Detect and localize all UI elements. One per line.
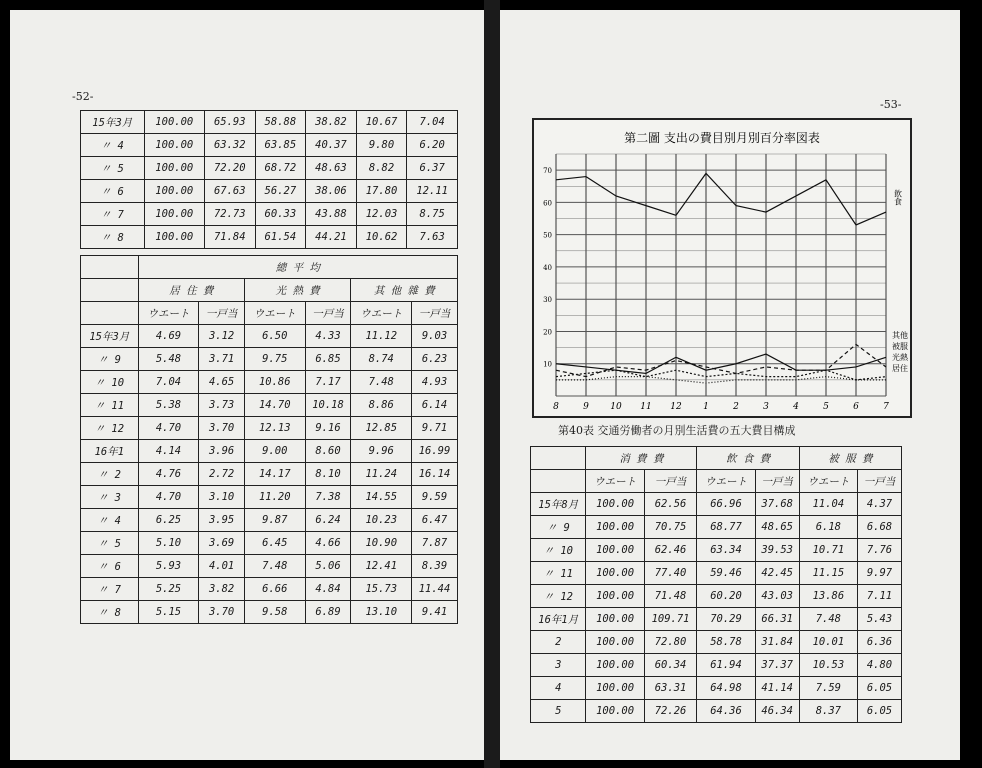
series-label: 飲食 xyxy=(893,189,903,206)
sub-header: ウエート xyxy=(697,470,755,493)
row-label: 〃 9 xyxy=(81,348,139,371)
table-cell: 16.99 xyxy=(412,440,458,463)
sub-header: ウエート xyxy=(138,302,199,325)
table-cell: 62.56 xyxy=(644,493,697,516)
table-cell: 13.86 xyxy=(799,585,857,608)
table-cell: 70.75 xyxy=(644,516,697,539)
table-cell: 100.00 xyxy=(586,631,644,654)
table-cell: 9.87 xyxy=(245,509,306,532)
table-cell: 12.11 xyxy=(407,180,458,203)
table-cell: 6.47 xyxy=(412,509,458,532)
right-page xyxy=(500,10,960,760)
table-cell: 100.00 xyxy=(586,585,644,608)
row-label: 16年1月 xyxy=(531,608,586,631)
table-cell: 6.14 xyxy=(412,394,458,417)
table-cell: 10.23 xyxy=(351,509,412,532)
table-cell: 37.37 xyxy=(755,654,799,677)
table-cell: 6.50 xyxy=(245,325,306,348)
table-cell: 5.10 xyxy=(138,532,199,555)
y-tick-label: 30 xyxy=(543,296,552,305)
table-cell: 63.85 xyxy=(255,134,306,157)
table-row xyxy=(81,134,458,157)
row-label: 〃 5 xyxy=(81,157,145,180)
series-label: 居住 xyxy=(892,363,908,373)
table-cell: 14.55 xyxy=(351,486,412,509)
table-cell: 4.37 xyxy=(857,493,901,516)
table-row xyxy=(81,226,458,249)
table-cell: 71.84 xyxy=(204,226,255,249)
table-cell: 46.34 xyxy=(755,700,799,723)
table-cell: 3.73 xyxy=(199,394,245,417)
table-cell: 59.46 xyxy=(697,562,755,585)
table-cell: 64.98 xyxy=(697,677,755,700)
right-main-table xyxy=(530,446,902,723)
table-cell: 60.20 xyxy=(697,585,755,608)
table-cell: 4.70 xyxy=(138,486,199,509)
table-cell: 60.33 xyxy=(255,203,306,226)
table-cell: 37.68 xyxy=(755,493,799,516)
table-cell: 66.96 xyxy=(697,493,755,516)
table-cell: 6.85 xyxy=(305,348,351,371)
row-label: 〃 10 xyxy=(81,371,139,394)
table-cell: 3.70 xyxy=(199,417,245,440)
table-cell: 10.71 xyxy=(799,539,857,562)
row-label: 〃 12 xyxy=(531,585,586,608)
table-cell: 9.71 xyxy=(412,417,458,440)
table-cell: 2.72 xyxy=(199,463,245,486)
table-title: 第40表 交通労働者の月別生活費の五大費目構成 xyxy=(558,424,796,437)
table-cell: 7.04 xyxy=(407,111,458,134)
table-cell: 7.63 xyxy=(407,226,458,249)
table-row xyxy=(81,601,458,624)
table-cell: 7.48 xyxy=(351,371,412,394)
table-row xyxy=(81,348,458,371)
series-line-0 xyxy=(556,173,886,225)
x-tick-label: 1 xyxy=(703,402,709,412)
row-label: 〃 4 xyxy=(81,509,139,532)
table-cell: 7.87 xyxy=(412,532,458,555)
table-cell: 4.93 xyxy=(412,371,458,394)
row-label: 〃 8 xyxy=(81,601,139,624)
table-cell: 8.75 xyxy=(407,203,458,226)
table-row xyxy=(81,394,458,417)
table-cell: 9.97 xyxy=(857,562,901,585)
sub-header: 一戸当 xyxy=(857,470,901,493)
table-cell: 10.67 xyxy=(356,111,407,134)
table-cell: 12.13 xyxy=(245,417,306,440)
sub-header: ウエート xyxy=(586,470,644,493)
row-label: 5 xyxy=(531,700,586,723)
row-label: 〃 11 xyxy=(81,394,139,417)
table-cell: 10.62 xyxy=(356,226,407,249)
table-cell: 10.86 xyxy=(245,371,306,394)
table-cell: 100.00 xyxy=(586,562,644,585)
table-row xyxy=(531,539,902,562)
table-cell: 11.24 xyxy=(351,463,412,486)
series-label: 被服 xyxy=(892,341,908,351)
table-cell: 72.26 xyxy=(644,700,697,723)
table-cell: 58.78 xyxy=(697,631,755,654)
page-number-right: -53- xyxy=(880,98,902,111)
table-row xyxy=(81,509,458,532)
x-tick-label: 9 xyxy=(583,402,589,412)
table-cell: 6.89 xyxy=(305,601,351,624)
table-cell: 100.00 xyxy=(144,203,204,226)
table-cell: 6.18 xyxy=(799,516,857,539)
table-cell: 6.25 xyxy=(138,509,199,532)
y-tick-label: 70 xyxy=(543,167,552,176)
left-page xyxy=(10,10,484,760)
row-label: 〃 12 xyxy=(81,417,139,440)
x-tick-label: 5 xyxy=(823,402,829,412)
book-spine xyxy=(484,0,500,768)
series-line-3 xyxy=(556,370,886,380)
table-cell: 68.72 xyxy=(255,157,306,180)
table-row xyxy=(531,654,902,677)
table-cell: 6.24 xyxy=(305,509,351,532)
page-number-left: -52- xyxy=(72,90,94,103)
table-cell: 64.36 xyxy=(697,700,755,723)
table-cell: 9.75 xyxy=(245,348,306,371)
table-cell: 100.00 xyxy=(144,157,204,180)
table-cell: 9.80 xyxy=(356,134,407,157)
line-chart xyxy=(534,120,910,416)
table-cell: 38.82 xyxy=(306,111,357,134)
series-label: 其他 xyxy=(892,330,908,340)
y-tick-label: 40 xyxy=(543,263,552,272)
table-row xyxy=(531,493,902,516)
table-cell: 8.74 xyxy=(351,348,412,371)
y-tick-label: 20 xyxy=(543,328,552,337)
table-cell: 9.41 xyxy=(412,601,458,624)
table-cell: 10.90 xyxy=(351,532,412,555)
table-cell: 65.93 xyxy=(204,111,255,134)
table-cell: 100.00 xyxy=(586,608,644,631)
table-cell: 4.70 xyxy=(138,417,199,440)
table-cell: 6.45 xyxy=(245,532,306,555)
header-corner xyxy=(531,447,586,470)
row-label: 〃 10 xyxy=(531,539,586,562)
table-cell: 12.85 xyxy=(351,417,412,440)
table-cell: 8.82 xyxy=(356,157,407,180)
sub-header: ウエート xyxy=(245,302,306,325)
table-cell: 71.48 xyxy=(644,585,697,608)
table-cell: 9.03 xyxy=(412,325,458,348)
table-cell: 100.00 xyxy=(144,111,204,134)
x-tick-label: 6 xyxy=(853,402,859,412)
y-tick-label: 10 xyxy=(543,360,552,369)
table-cell: 100.00 xyxy=(586,654,644,677)
table-row xyxy=(531,562,902,585)
table-cell: 5.06 xyxy=(305,555,351,578)
table-cell: 11.20 xyxy=(245,486,306,509)
table-cell: 39.53 xyxy=(755,539,799,562)
table-row xyxy=(81,111,458,134)
table-cell: 70.29 xyxy=(697,608,755,631)
row-label: 15年3月 xyxy=(81,111,145,134)
table-cell: 17.80 xyxy=(356,180,407,203)
table-cell: 63.31 xyxy=(644,677,697,700)
sub-header-row xyxy=(531,470,902,493)
header-corner xyxy=(81,302,139,325)
table-cell: 6.23 xyxy=(412,348,458,371)
table-row xyxy=(81,325,458,348)
row-label: 〃 7 xyxy=(81,203,145,226)
section-title: 總 平 均 xyxy=(138,256,457,279)
table-cell: 12.03 xyxy=(356,203,407,226)
table-cell: 48.63 xyxy=(306,157,357,180)
table-cell: 9.96 xyxy=(351,440,412,463)
chart-frame xyxy=(532,118,912,418)
y-tick-label: 50 xyxy=(543,231,552,240)
table-cell: 58.88 xyxy=(255,111,306,134)
table-row xyxy=(531,677,902,700)
table-cell: 100.00 xyxy=(144,226,204,249)
table-cell: 6.20 xyxy=(407,134,458,157)
table-cell: 7.48 xyxy=(245,555,306,578)
table-cell: 10.01 xyxy=(799,631,857,654)
table-cell: 38.06 xyxy=(306,180,357,203)
table-cell: 63.34 xyxy=(697,539,755,562)
group-header-row xyxy=(81,279,458,302)
table-cell: 11.44 xyxy=(412,578,458,601)
table-cell: 3.82 xyxy=(199,578,245,601)
table-cell: 6.66 xyxy=(245,578,306,601)
sub-header: ウエート xyxy=(799,470,857,493)
table-cell: 6.05 xyxy=(857,677,901,700)
table-cell: 6.05 xyxy=(857,700,901,723)
group-header: 消 費 費 xyxy=(586,447,697,470)
row-label: 〃 7 xyxy=(81,578,139,601)
chart-title: 第二圖 支出の費目別月別百分率図表 xyxy=(624,131,820,145)
x-tick-label: 3 xyxy=(763,402,769,412)
table-cell: 62.46 xyxy=(644,539,697,562)
table-cell: 41.14 xyxy=(755,677,799,700)
table-row xyxy=(81,180,458,203)
table-row xyxy=(531,585,902,608)
table-cell: 11.15 xyxy=(799,562,857,585)
x-tick-label: 8 xyxy=(553,402,559,412)
row-label: 2 xyxy=(531,631,586,654)
table-cell: 100.00 xyxy=(144,180,204,203)
sub-header: 一戸当 xyxy=(305,302,351,325)
row-label: 〃 9 xyxy=(531,516,586,539)
sub-header: 一戸当 xyxy=(199,302,245,325)
table-cell: 4.69 xyxy=(138,325,199,348)
table-row xyxy=(531,631,902,654)
x-tick-label: 7 xyxy=(883,402,889,412)
table-cell: 4.66 xyxy=(305,532,351,555)
series-label: 光熱 xyxy=(892,352,908,362)
table-cell: 10.18 xyxy=(305,394,351,417)
left-top-table xyxy=(80,110,458,249)
table-cell: 7.76 xyxy=(857,539,901,562)
table-cell: 8.10 xyxy=(305,463,351,486)
table-cell: 10.53 xyxy=(799,654,857,677)
table-cell: 67.63 xyxy=(204,180,255,203)
table-row xyxy=(531,700,902,723)
table-cell: 43.03 xyxy=(755,585,799,608)
table-cell: 100.00 xyxy=(586,516,644,539)
table-cell: 3.12 xyxy=(199,325,245,348)
table-cell: 4.33 xyxy=(305,325,351,348)
header-corner xyxy=(81,279,139,302)
table-cell: 5.38 xyxy=(138,394,199,417)
table-cell: 5.93 xyxy=(138,555,199,578)
table-cell: 66.31 xyxy=(755,608,799,631)
table-cell: 7.38 xyxy=(305,486,351,509)
table-cell: 109.71 xyxy=(644,608,697,631)
table-cell: 14.70 xyxy=(245,394,306,417)
table-cell: 48.65 xyxy=(755,516,799,539)
table-cell: 8.39 xyxy=(412,555,458,578)
table-cell: 77.40 xyxy=(644,562,697,585)
table-cell: 15.73 xyxy=(351,578,412,601)
table-cell: 11.04 xyxy=(799,493,857,516)
row-label: 3 xyxy=(531,654,586,677)
table-row xyxy=(81,157,458,180)
x-tick-label: 4 xyxy=(793,402,799,412)
row-label: 〃 6 xyxy=(81,180,145,203)
table-cell: 5.15 xyxy=(138,601,199,624)
x-tick-label: 11 xyxy=(640,402,652,412)
table-cell: 9.58 xyxy=(245,601,306,624)
row-label: 〃 3 xyxy=(81,486,139,509)
table-cell: 8.60 xyxy=(305,440,351,463)
table-cell: 44.21 xyxy=(306,226,357,249)
sub-header-row xyxy=(81,302,458,325)
row-label: 4 xyxy=(531,677,586,700)
group-header: 光 熱 費 xyxy=(245,279,351,302)
row-label: 15年8月 xyxy=(531,493,586,516)
x-tick-label: 2 xyxy=(733,402,739,412)
table-cell: 7.04 xyxy=(138,371,199,394)
sub-header: 一戸当 xyxy=(755,470,799,493)
sub-header: 一戸当 xyxy=(644,470,697,493)
table-cell: 100.00 xyxy=(144,134,204,157)
sub-header: 一戸当 xyxy=(412,302,458,325)
table-cell: 7.17 xyxy=(305,371,351,394)
table-cell: 4.65 xyxy=(199,371,245,394)
table-cell: 11.12 xyxy=(351,325,412,348)
table-row xyxy=(81,463,458,486)
table-cell: 3.10 xyxy=(199,486,245,509)
table-cell: 72.80 xyxy=(644,631,697,654)
table-cell: 4.84 xyxy=(305,578,351,601)
x-tick-label: 10 xyxy=(610,402,622,412)
group-header: 居 住 費 xyxy=(138,279,244,302)
table-row xyxy=(81,532,458,555)
table-row xyxy=(81,486,458,509)
row-label: 16年1 xyxy=(81,440,139,463)
table-row xyxy=(531,516,902,539)
table-cell: 6.37 xyxy=(407,157,458,180)
row-label: 〃 8 xyxy=(81,226,145,249)
group-header: 其 他 雜 費 xyxy=(351,279,458,302)
table-cell: 68.77 xyxy=(697,516,755,539)
table-cell: 5.43 xyxy=(857,608,901,631)
table-row xyxy=(81,417,458,440)
table-cell: 72.73 xyxy=(204,203,255,226)
y-tick-label: 60 xyxy=(543,199,552,208)
row-label: 〃 5 xyxy=(81,532,139,555)
table-row xyxy=(531,608,902,631)
table-cell: 100.00 xyxy=(586,493,644,516)
table-cell: 12.41 xyxy=(351,555,412,578)
table-row xyxy=(81,440,458,463)
table-cell: 3.71 xyxy=(199,348,245,371)
table-cell: 7.59 xyxy=(799,677,857,700)
table-row xyxy=(81,371,458,394)
group-header: 飲 食 費 xyxy=(697,447,799,470)
table-cell: 6.68 xyxy=(857,516,901,539)
header-corner xyxy=(531,470,586,493)
row-label: 〃 6 xyxy=(81,555,139,578)
table-cell: 7.11 xyxy=(857,585,901,608)
table-cell: 7.48 xyxy=(799,608,857,631)
table-cell: 100.00 xyxy=(586,700,644,723)
table-cell: 60.34 xyxy=(644,654,697,677)
table-cell: 9.00 xyxy=(245,440,306,463)
table-cell: 3.70 xyxy=(199,601,245,624)
table-row xyxy=(81,203,458,226)
group-header: 被 服 費 xyxy=(799,447,901,470)
table-cell: 4.80 xyxy=(857,654,901,677)
table-cell: 56.27 xyxy=(255,180,306,203)
table-cell: 16.14 xyxy=(412,463,458,486)
table-cell: 43.88 xyxy=(306,203,357,226)
table-cell: 31.84 xyxy=(755,631,799,654)
table-cell: 100.00 xyxy=(586,539,644,562)
x-tick-label: 12 xyxy=(670,402,682,412)
table-cell: 5.25 xyxy=(138,578,199,601)
table-cell: 5.48 xyxy=(138,348,199,371)
table-cell: 4.14 xyxy=(138,440,199,463)
table-cell: 14.17 xyxy=(245,463,306,486)
section-title-row xyxy=(81,256,458,279)
row-label: 〃 4 xyxy=(81,134,145,157)
table-cell: 3.95 xyxy=(199,509,245,532)
table-cell: 9.59 xyxy=(412,486,458,509)
table-cell: 72.20 xyxy=(204,157,255,180)
table-cell: 100.00 xyxy=(586,677,644,700)
table-cell: 61.94 xyxy=(697,654,755,677)
table-cell: 40.37 xyxy=(306,134,357,157)
sub-header: ウエート xyxy=(351,302,412,325)
table-cell: 4.01 xyxy=(199,555,245,578)
table-cell: 13.10 xyxy=(351,601,412,624)
table-row xyxy=(81,578,458,601)
table-cell: 8.86 xyxy=(351,394,412,417)
table-cell: 8.37 xyxy=(799,700,857,723)
table-cell: 42.45 xyxy=(755,562,799,585)
table-row xyxy=(81,555,458,578)
table-cell: 4.76 xyxy=(138,463,199,486)
table-cell: 63.32 xyxy=(204,134,255,157)
table-cell: 61.54 xyxy=(255,226,306,249)
row-label: 15年3月 xyxy=(81,325,139,348)
row-label: 〃 11 xyxy=(531,562,586,585)
group-header-row xyxy=(531,447,902,470)
header-corner xyxy=(81,256,139,279)
left-main-table xyxy=(80,255,458,624)
table-cell: 3.96 xyxy=(199,440,245,463)
table-cell: 6.36 xyxy=(857,631,901,654)
table-cell: 3.69 xyxy=(199,532,245,555)
row-label: 〃 2 xyxy=(81,463,139,486)
table-cell: 9.16 xyxy=(305,417,351,440)
